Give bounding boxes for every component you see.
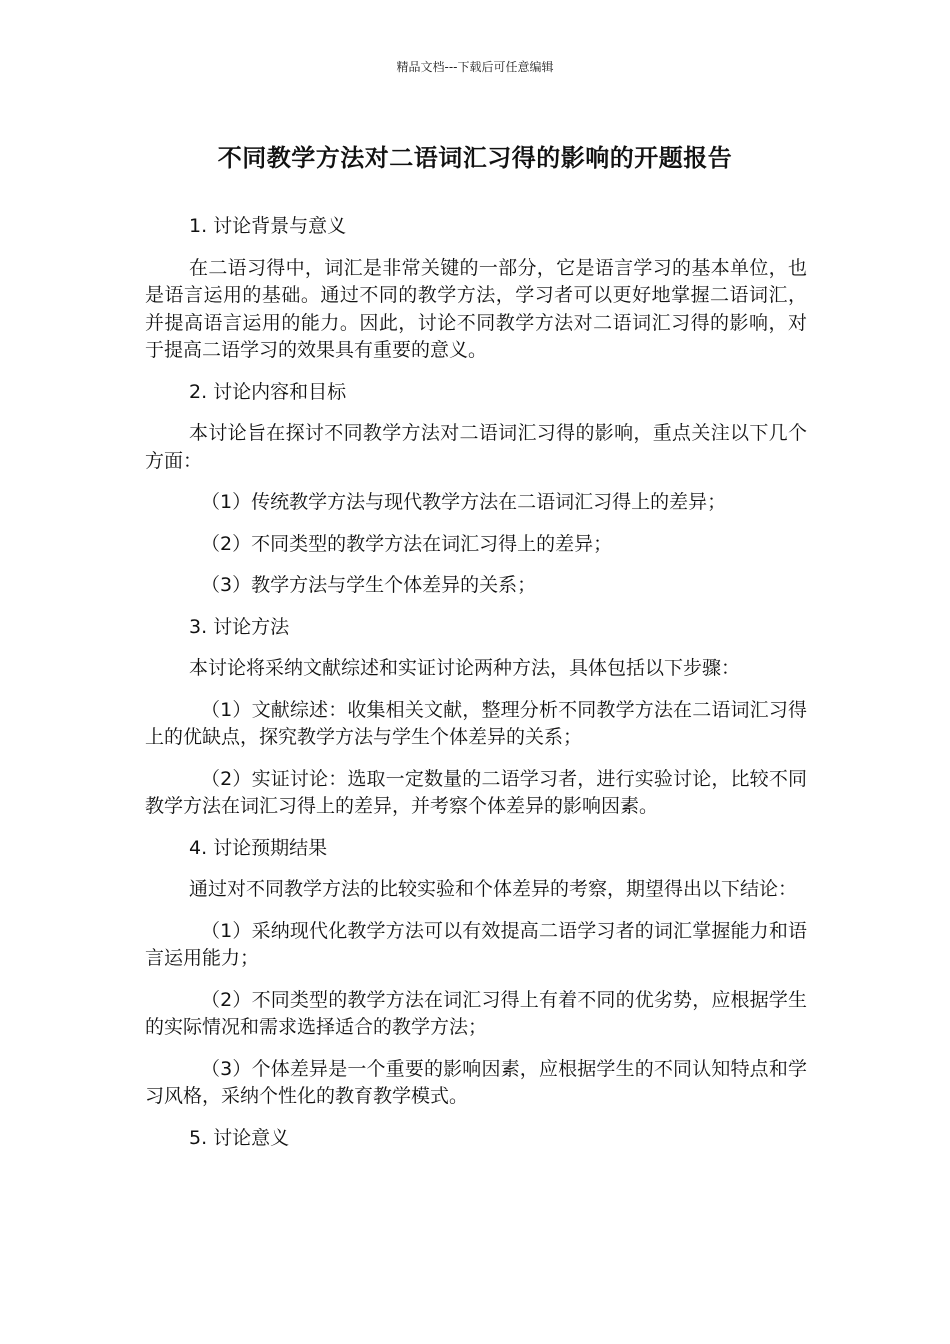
section-2-item-3: （3）教学方法与学生个体差异的关系； bbox=[201, 574, 537, 596]
section-2-item-2: （2）不同类型的教学方法在词汇习得上的差异； bbox=[201, 532, 613, 555]
document-title: 不同教学方法对二语词汇习得的影响的开题报告 bbox=[217, 144, 733, 172]
section-4-item-2: （2）不同类型的教学方法在词汇习得上有着不同的优劣势，应根据学生的实际情况和需求选择适合的教学方法； bbox=[145, 988, 807, 1038]
section-4-item-3: （3）个体差异是一个重要的影响因素，应根据学生的不同认知特点和学习风格，采纳个性化的教育教学模式。 bbox=[145, 1057, 807, 1107]
document-body bbox=[145, 213, 807, 1166]
section-heading-5: 5. 讨论意义 bbox=[189, 1126, 290, 1149]
section-2-paragraph: 本讨论旨在探讨不同教学方法对二语词汇习得的影响，重点关注以下几个方面： bbox=[145, 422, 807, 472]
section-4-paragraph: 通过对不同教学方法的比较实验和个体差异的考察，期望得出以下结论： bbox=[189, 878, 798, 900]
section-heading-4: 4. 讨论预期结果 bbox=[189, 836, 328, 859]
section-heading-2: 2. 讨论内容和目标 bbox=[189, 380, 347, 403]
section-3-item-1: （1）文献综述：收集相关文献，整理分析不同教学方法在二语词汇习得上的优缺点，探究教学方法与学生个体差异的关系； bbox=[145, 698, 807, 748]
section-1-paragraph: 在二语习得中，词汇是非常关键的一部分，它是语言学习的基本单位，也是语言运用的基础。通过不同的教学方法，学习者可以更好地掌握二语词汇，并提高语言运用的能力。因此，讨论不同教学方法对二语词汇习得的影响，对于提高二语学习的效果具有重要的意义。 bbox=[145, 256, 807, 361]
section-heading-3: 3. 讨论方法 bbox=[189, 615, 290, 638]
header-note: 精品文档---下载后可任意编辑 bbox=[396, 60, 554, 74]
section-4-item-1: （1）采纳现代化教学方法可以有效提高二语学习者的词汇掌握能力和语言运用能力； bbox=[145, 919, 807, 969]
section-2-item-1: （1）传统教学方法与现代教学方法在二语词汇习得上的差异； bbox=[201, 491, 727, 513]
section-heading-1: 1. 讨论背景与意义 bbox=[189, 215, 347, 237]
section-3-item-2: （2）实证讨论：选取一定数量的二语学习者，进行实验讨论，比较不同教学方法在词汇习得上的差异，并考察个体差异的影响因素。 bbox=[145, 767, 807, 817]
section-3-paragraph: 本讨论将采纳文献综述和实证讨论两种方法，具体包括以下步骤： bbox=[189, 657, 741, 679]
